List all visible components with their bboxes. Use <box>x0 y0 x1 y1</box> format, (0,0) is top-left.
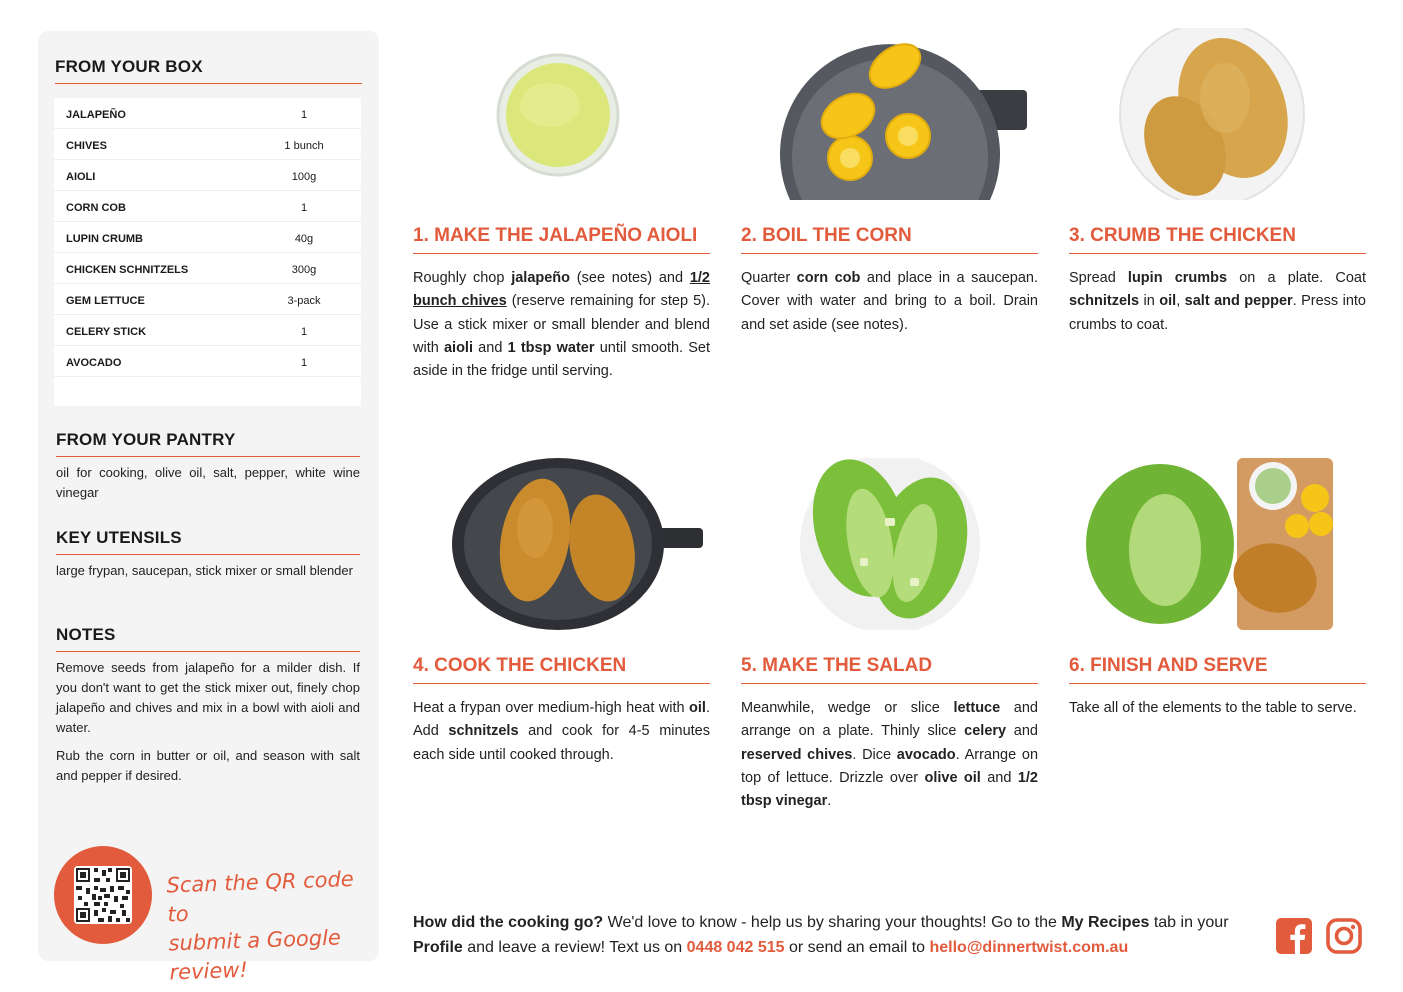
utensils-title: KEY UTENSILS <box>56 528 360 555</box>
ingredient-name: AVOCADO <box>66 357 122 369</box>
utensils-text: large frypan, saucepan, stick mixer or small blender <box>56 563 353 578</box>
text-run: and <box>1006 723 1038 740</box>
table-row <box>54 129 361 160</box>
step-2-title: 2. BOIL THE CORN <box>741 225 1038 254</box>
ingredient-qty: 1 <box>300 202 308 214</box>
qr-caption <box>166 865 370 988</box>
salad-plate-photo <box>790 458 1000 630</box>
step-4-title: 4. COOK THE CHICKEN <box>413 655 710 684</box>
text-run: in <box>1139 293 1160 310</box>
step-1-text <box>413 267 710 383</box>
crumbed-chicken-plate-photo <box>1115 28 1310 200</box>
step-1-title: 1. MAKE THE JALAPEÑO AIOLI <box>413 225 710 254</box>
text-run: Meanwhile, wedge or slice <box>741 700 954 716</box>
ingredient-qty: 100g <box>291 171 317 183</box>
ingredient-qty: 300g <box>291 264 317 276</box>
ingredient-qty: 1 <box>300 109 308 121</box>
table-row <box>54 222 361 253</box>
profile-label: Profile <box>413 939 463 956</box>
text-run: . Dice <box>852 746 897 763</box>
table-row <box>54 346 361 377</box>
notes-title: NOTES <box>56 625 360 652</box>
ingredient-qty: 1 <box>300 357 308 369</box>
text-run: and <box>980 769 1018 786</box>
footer-question: How did the cooking go? <box>413 914 604 931</box>
text-run: Spread <box>1069 270 1128 286</box>
ingredient-highlight: reserved chives <box>741 746 853 763</box>
ingredient-qty: 40g <box>294 233 314 245</box>
qr-badge[interactable] <box>54 846 152 944</box>
text-run: , <box>1176 293 1185 310</box>
ingredient-name: AIOLI <box>66 171 96 183</box>
table-row <box>54 284 361 315</box>
chicken-frypan-photo <box>450 458 705 630</box>
text-run: Take all of the elements to the table to serve. <box>1069 700 1357 716</box>
ingredient-highlight: olive oil <box>924 769 981 786</box>
finished-plate-photo <box>1085 458 1335 630</box>
ingredient-name: CHICKEN SCHNITZELS <box>66 264 189 276</box>
ingredient-highlight: celery <box>964 723 1007 740</box>
ingredient-name: GEM LETTUCE <box>66 295 145 307</box>
text-run: . Press into crumbs to coat. <box>1069 293 1367 333</box>
text-run: (see notes) and <box>570 270 690 286</box>
table-row <box>54 253 361 284</box>
ingredient-name: LUPIN CRUMB <box>66 233 143 245</box>
ingredient-qty: 3-pack <box>287 295 321 307</box>
email-link[interactable]: hello@dinnertwist.com.au <box>929 939 1129 956</box>
text-run: on a plate. Coat <box>1227 270 1366 286</box>
text-run: and cook for 4-5 minutes each side until cooked through. <box>413 723 710 763</box>
ingredient-name: JALAPEÑO <box>66 109 126 121</box>
text-run: or send an email to <box>784 939 930 956</box>
ingredient-qty: 1 bunch <box>284 140 324 152</box>
qr-caption-line-2: submit a Google review! <box>168 925 342 985</box>
ingredient-highlight: jalapeño <box>511 270 571 286</box>
text-run: and leave a review! Text us on <box>462 939 687 956</box>
ingredient-highlight: corn cob <box>796 270 861 286</box>
notes-para-2: Rub the corn in butter or oil, and season with salt and pepper if desired. <box>56 748 360 783</box>
ingredient-highlight: lupin crumbs <box>1127 270 1228 286</box>
qr-code-icon <box>74 866 132 924</box>
step-6-title: 6. FINISH AND SERVE <box>1069 655 1366 684</box>
text-run: until smooth. Set aside in the fridge until serving. <box>413 339 711 380</box>
ingredient-highlight: aioli <box>443 339 473 356</box>
text-run: and place in a saucepan. Cover with water and bring to a boil. Drain and set aside (see notes). <box>741 270 1039 333</box>
table-row <box>54 98 361 129</box>
step-5-title: 5. MAKE THE SALAD <box>741 655 1038 684</box>
text-run: . <box>827 793 832 810</box>
step-3-text <box>1069 267 1366 337</box>
phone-link[interactable]: 0448 042 515 <box>686 939 785 956</box>
table-row <box>54 191 361 222</box>
qr-caption-line-1: Scan the QR code to <box>166 866 355 927</box>
step-2-text <box>741 267 1038 337</box>
text-run: (reserve remaining for step 5). Use a stick mixer or small blender and blend with <box>413 293 710 356</box>
ingredient-qty: 1 <box>300 326 308 338</box>
text-run: . Add <box>413 700 710 740</box>
ingredient-highlight: 1/2 tbsp vinegar <box>741 769 1038 810</box>
ingredient-highlight: schnitzels <box>448 723 519 740</box>
aioli-bowl-photo <box>480 40 640 190</box>
step-6-text <box>1069 697 1366 720</box>
pantry-text: oil for cooking, olive oil, salt, pepper, white wine vinegar <box>56 465 360 500</box>
step-4-text <box>413 697 710 767</box>
review-footer <box>413 910 1263 960</box>
text-run: Roughly chop <box>413 270 512 286</box>
ingredient-highlight: oil <box>1159 293 1177 310</box>
ingredient-highlight: 1 tbsp water <box>507 339 595 356</box>
ingredient-name: CELERY STICK <box>66 326 147 338</box>
ingredient-highlight: schnitzels <box>1069 293 1140 310</box>
box-ingredients-table <box>54 98 361 406</box>
step-3-title: 3. CRUMB THE CHICKEN <box>1069 225 1366 254</box>
ingredient-name: CORN COB <box>66 202 126 214</box>
notes-para-1: Remove seeds from jalapeño for a milder dish. If you don't want to get the stick mixer out, finely chop jalapeño and chives and mix in a bowl with aioli and water. <box>56 660 360 735</box>
text-run: and <box>473 339 508 356</box>
corn-saucepan-photo <box>780 28 1030 200</box>
table-row <box>54 315 361 346</box>
box-title: FROM YOUR BOX <box>55 57 362 84</box>
text-run: Heat a frypan over medium-high heat with <box>413 700 690 716</box>
text-run: . Arrange on top of lettuce. Drizzle over <box>741 746 1039 786</box>
ingredient-highlight: salt and pepper <box>1184 293 1293 310</box>
facebook-icon[interactable] <box>1276 918 1312 954</box>
text-run: and arrange on a plate. Thinly slice <box>741 700 1038 740</box>
text-run: tab in your <box>1149 914 1229 931</box>
table-row <box>54 160 361 191</box>
ingredient-highlight: avocado <box>896 746 956 763</box>
my-recipes-label: My Recipes <box>1061 914 1150 931</box>
instagram-icon[interactable] <box>1326 918 1362 954</box>
text-run: Quarter <box>741 270 797 286</box>
ingredient-name: CHIVES <box>66 140 107 152</box>
ingredient-highlight: lettuce <box>953 700 1001 716</box>
ingredient-highlight: oil <box>689 700 706 716</box>
pantry-title: FROM YOUR PANTRY <box>56 430 360 457</box>
ingredient-highlight: 1/2 bunch chives <box>413 270 710 310</box>
text-run: We'd love to know - help us by sharing your thoughts! Go to the <box>603 914 1062 931</box>
step-5-text <box>741 697 1038 813</box>
